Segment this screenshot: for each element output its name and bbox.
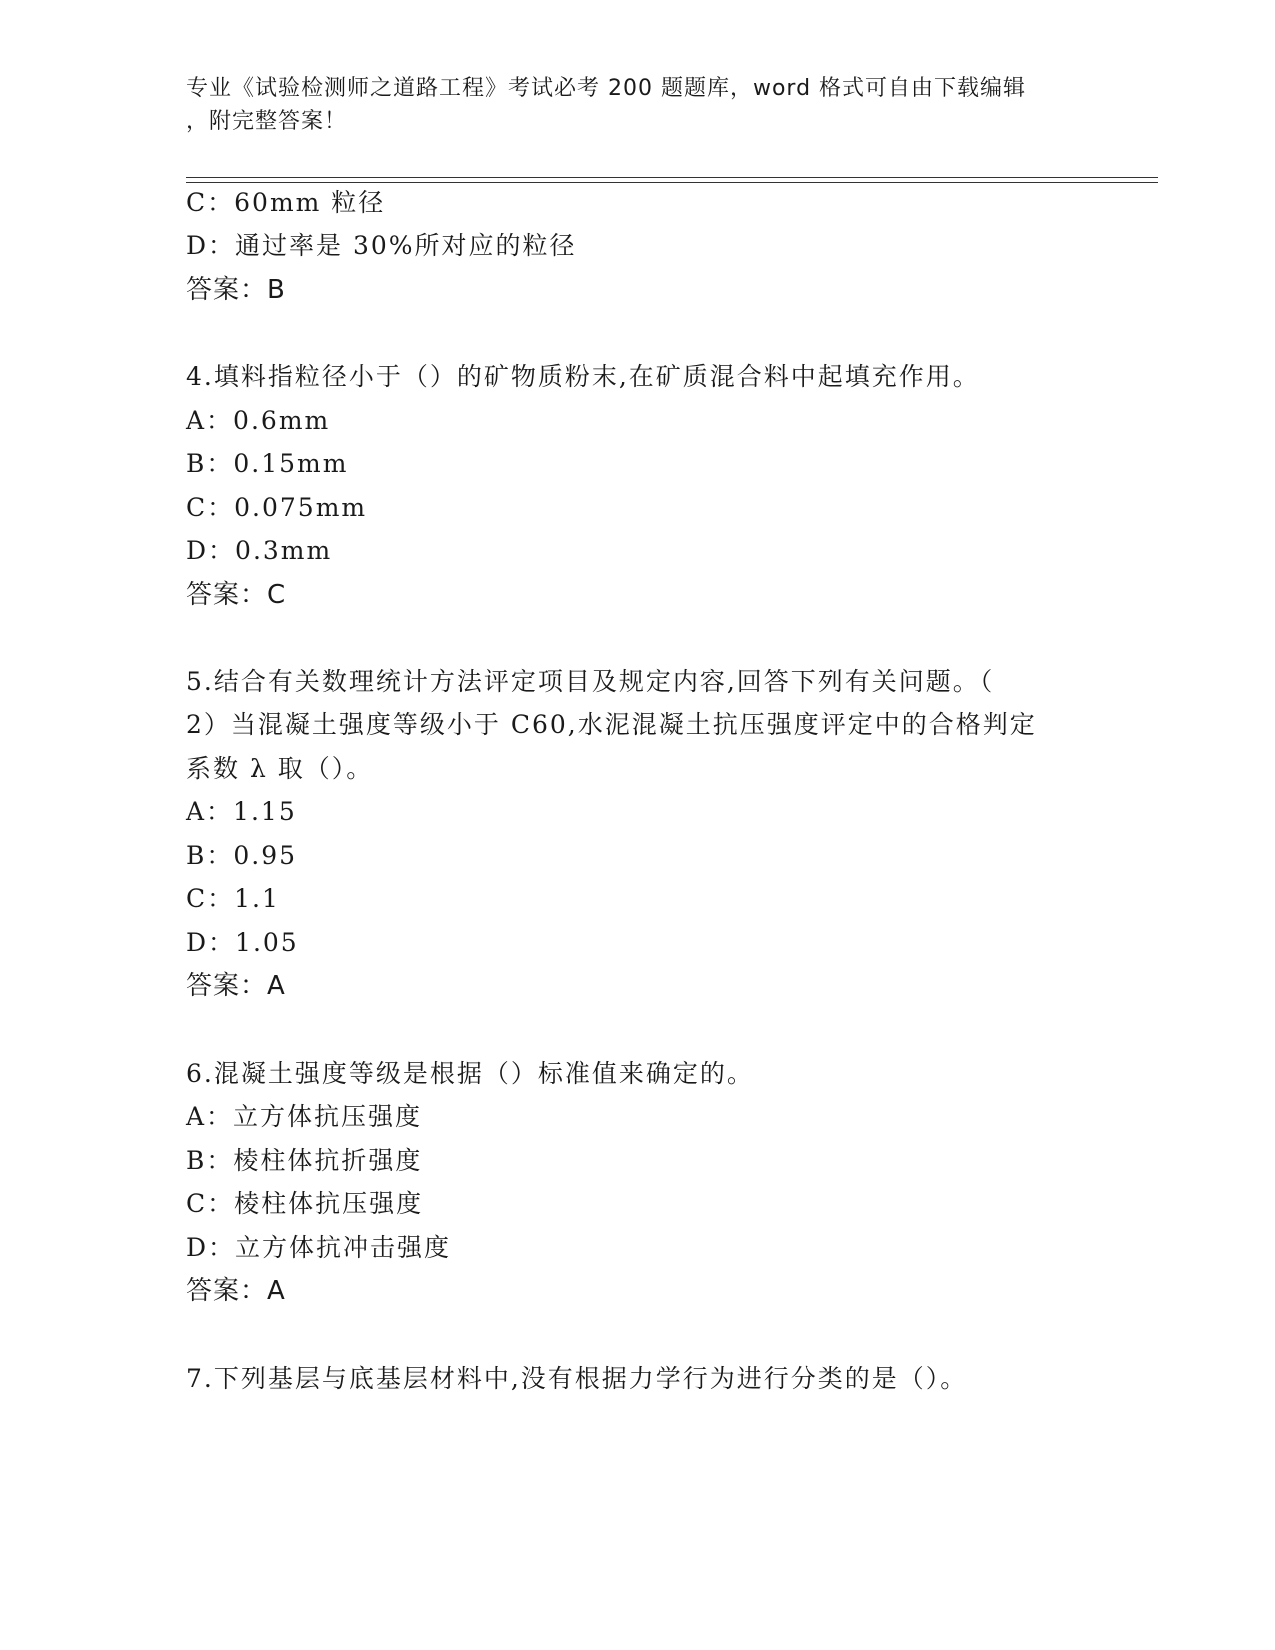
option-c: C：60mm 粒径 [186, 188, 386, 217]
answer-label: 答案：B [186, 275, 286, 305]
question-6-option-c: C：棱柱体抗压强度 [186, 1189, 424, 1218]
question-5-option-a: A：1.15 [186, 797, 297, 826]
question-5-option-c: C：1.1 [186, 884, 280, 913]
header-title-line2: ，附完整答案！ [186, 109, 348, 134]
header-title-line1: 专业《试验检测师之道路工程》考试必考 200 题题库，word 格式可自由下载编辑 [186, 76, 1027, 101]
question-5-stem-line1: 5.结合有关数理统计方法评定项目及规定内容,回答下列有关问题。（ [186, 667, 995, 696]
question-5-stem-line3: 系数 λ 取（）。 [186, 754, 374, 783]
question-4-answer: 答案：C [186, 580, 287, 610]
question-6-answer: 答案：A [186, 1276, 286, 1306]
header-divider-bottom [186, 182, 1158, 183]
question-4-stem: 4.填料指粒径小于（）的矿物质粉末,在矿质混合料中起填充作用。 [186, 362, 980, 391]
question-6-option-b: B：棱柱体抗折强度 [186, 1146, 423, 1175]
question-7-stem: 7.下列基层与底基层材料中,没有根据力学行为进行分类的是（）。 [186, 1364, 968, 1393]
question-5-answer: 答案：A [186, 971, 286, 1001]
question-6-stem: 6.混凝土强度等级是根据（）标准值来确定的。 [186, 1059, 754, 1088]
header-divider-top [186, 177, 1158, 178]
question-6-option-d: D：立方体抗冲击强度 [186, 1233, 452, 1262]
question-6-option-a: A：立方体抗压强度 [186, 1102, 423, 1131]
question-4-option-b: B：0.15mm [186, 449, 349, 478]
question-4-option-c: C：0.075mm [186, 493, 368, 522]
question-4-option-a: A：0.6mm [186, 406, 331, 435]
document-header [186, 72, 1086, 138]
question-4-option-d: D：0.3mm [186, 536, 333, 565]
option-d: D：通过率是 30%所对应的粒径 [186, 231, 577, 260]
question-5-option-d: D：1.05 [186, 928, 299, 957]
question-5-option-b: B：0.95 [186, 841, 298, 870]
question-5-stem-line2: 2）当混凝土强度等级小于 C60,水泥混凝土抗压强度评定中的合格判定 [186, 710, 1037, 739]
